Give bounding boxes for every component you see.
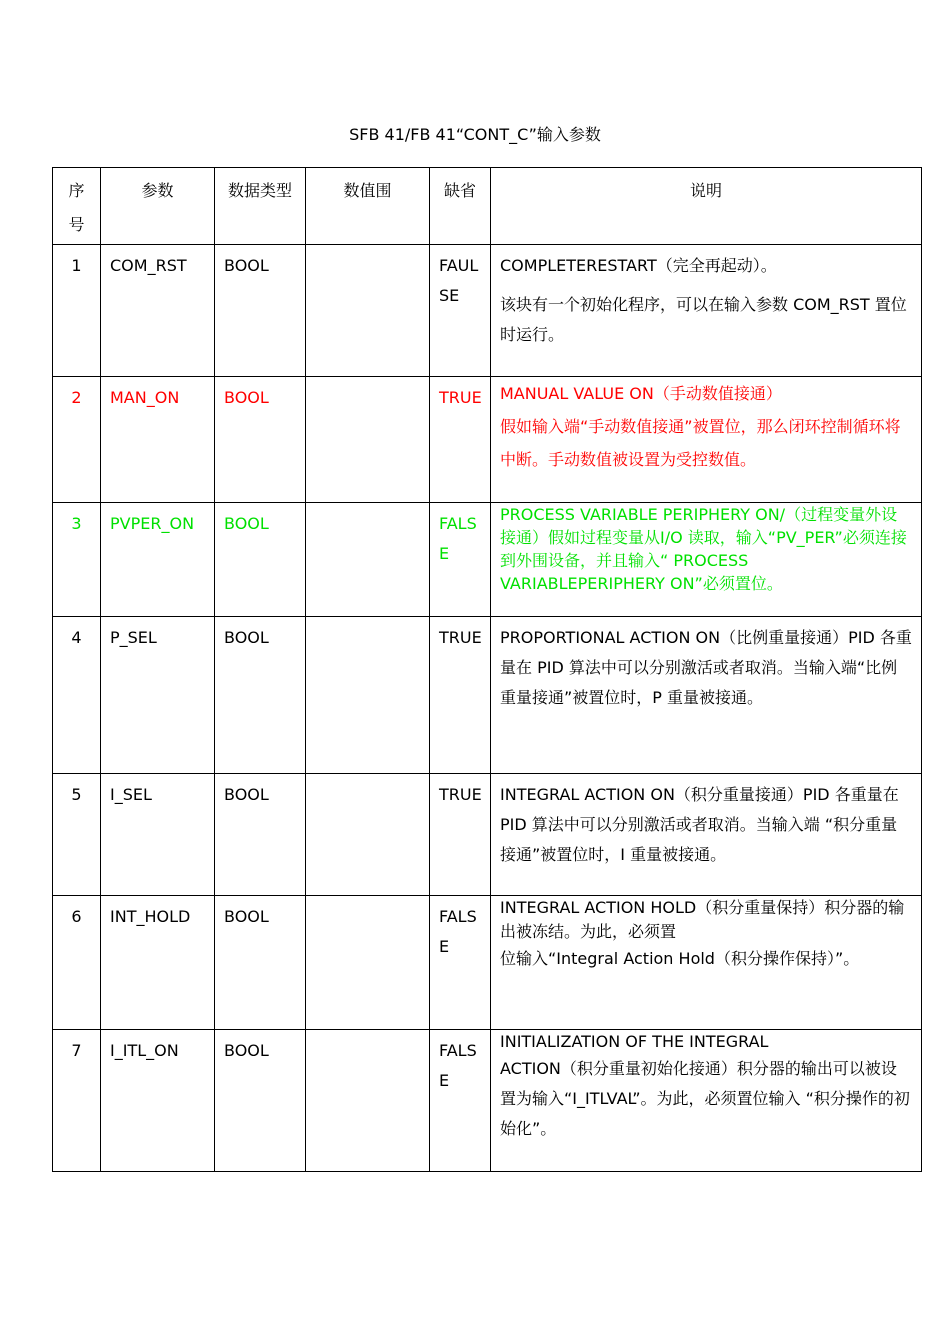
description-line: INTEGRAL ACTION HOLD（积分重量保持）积分器的输出被冻结。为此，必须置	[500, 898, 905, 941]
description-cell	[491, 1030, 922, 1172]
value-range	[306, 617, 430, 774]
description-cell	[491, 377, 922, 503]
value-range	[306, 896, 430, 1030]
row-number: 7	[53, 1030, 101, 1172]
row-number: 1	[53, 245, 101, 377]
description-line: 位输入“Integral Action Hold（积分操作保持）”。	[500, 949, 860, 968]
row-number: 3	[53, 503, 101, 617]
description-line: INTEGRAL ACTION ON（积分重量接通）PID 各重量在 PID 算法中可以分别激活或者取消。当输入端 “积分重量接通”被置位时，I 重量被接通。	[500, 785, 899, 864]
row-number: 4	[53, 617, 101, 774]
data-type: BOOL	[215, 245, 306, 377]
default-value: TRUE	[430, 377, 491, 503]
description-line: MANUAL VALUE ON（手动数值接通）	[500, 384, 782, 403]
description-line: PROCESS VARIABLE PERIPHERY ON/（过程变量外设接通）假如过程变量从I/O 读取，输入“PV_PER”必须连接到外围设备，并且输入“ PROCESS VARIABLEPERIPHERY ON”必须置位。	[500, 505, 907, 593]
data-type: BOOL	[215, 617, 306, 774]
data-type: BOOL	[215, 774, 306, 896]
table-row	[53, 774, 922, 896]
default-value: FAULSE	[430, 245, 491, 377]
header-param: 参数	[101, 168, 215, 245]
data-type: BOOL	[215, 1030, 306, 1172]
header-no: 序号	[53, 168, 101, 245]
description-line: 假如输入端“手动数值接通”被置位，那么闭环控制循环将中断。手动数值被设置为受控数值。	[500, 417, 901, 469]
description-line: INITIALIZATION OF THE INTEGRAL	[500, 1032, 769, 1051]
param-name: P_SEL	[101, 617, 215, 774]
description-cell	[491, 503, 922, 617]
default-value: FALSE	[430, 896, 491, 1030]
value-range	[306, 503, 430, 617]
table-row-highlighted-green	[53, 503, 922, 617]
row-number: 5	[53, 774, 101, 896]
table-header-row	[53, 168, 922, 245]
param-name: COM_RST	[101, 245, 215, 377]
description-line: COMPLETERESTART（完全再起动）。	[500, 256, 777, 275]
description-cell	[491, 896, 922, 1030]
param-name: INT_HOLD	[101, 896, 215, 1030]
description-line: 该块有一个初始化程序，可以在输入参数 COM_RST 置位时运行。	[500, 295, 907, 344]
header-default: 缺省	[430, 168, 491, 245]
description-line: PROPORTIONAL ACTION ON（比例重量接通）PID 各重量在 PID 算法中可以分别激活或者取消。当输入端“比例重量接通”被置位时，P 重量被接通。	[500, 628, 912, 707]
default-value: FALSE	[430, 1030, 491, 1172]
value-range	[306, 377, 430, 503]
table-row	[53, 1030, 922, 1172]
document-title: SFB 41/FB 41“CONT_C”输入参数	[349, 125, 601, 144]
row-number: 6	[53, 896, 101, 1030]
table-row	[53, 617, 922, 774]
input-parameters-table	[52, 167, 922, 1172]
default-value: TRUE	[430, 617, 491, 774]
value-range	[306, 774, 430, 896]
default-value: FALSE	[430, 503, 491, 617]
param-name: PVPER_ON	[101, 503, 215, 617]
param-name: MAN_ON	[101, 377, 215, 503]
value-range	[306, 1030, 430, 1172]
value-range	[306, 245, 430, 377]
table-row	[53, 896, 922, 1030]
header-description: 说明	[491, 168, 922, 245]
default-value: TRUE	[430, 774, 491, 896]
header-range: 数值围	[306, 168, 430, 245]
table-row	[53, 245, 922, 377]
data-type: BOOL	[215, 896, 306, 1030]
table-row-highlighted-red	[53, 377, 922, 503]
param-name: I_SEL	[101, 774, 215, 896]
header-type: 数据类型	[215, 168, 306, 245]
description-cell	[491, 774, 922, 896]
data-type: BOOL	[215, 503, 306, 617]
description-line: ACTION（积分重量初始化接通）积分器的输出可以被设置为输入“I_ITLVAL”。为此，必须置位输入 “积分操作的初始化”。	[500, 1059, 910, 1138]
description-cell	[491, 245, 922, 377]
data-type: BOOL	[215, 377, 306, 503]
param-name: I_ITL_ON	[101, 1030, 215, 1172]
description-cell	[491, 617, 922, 774]
row-number: 2	[53, 377, 101, 503]
